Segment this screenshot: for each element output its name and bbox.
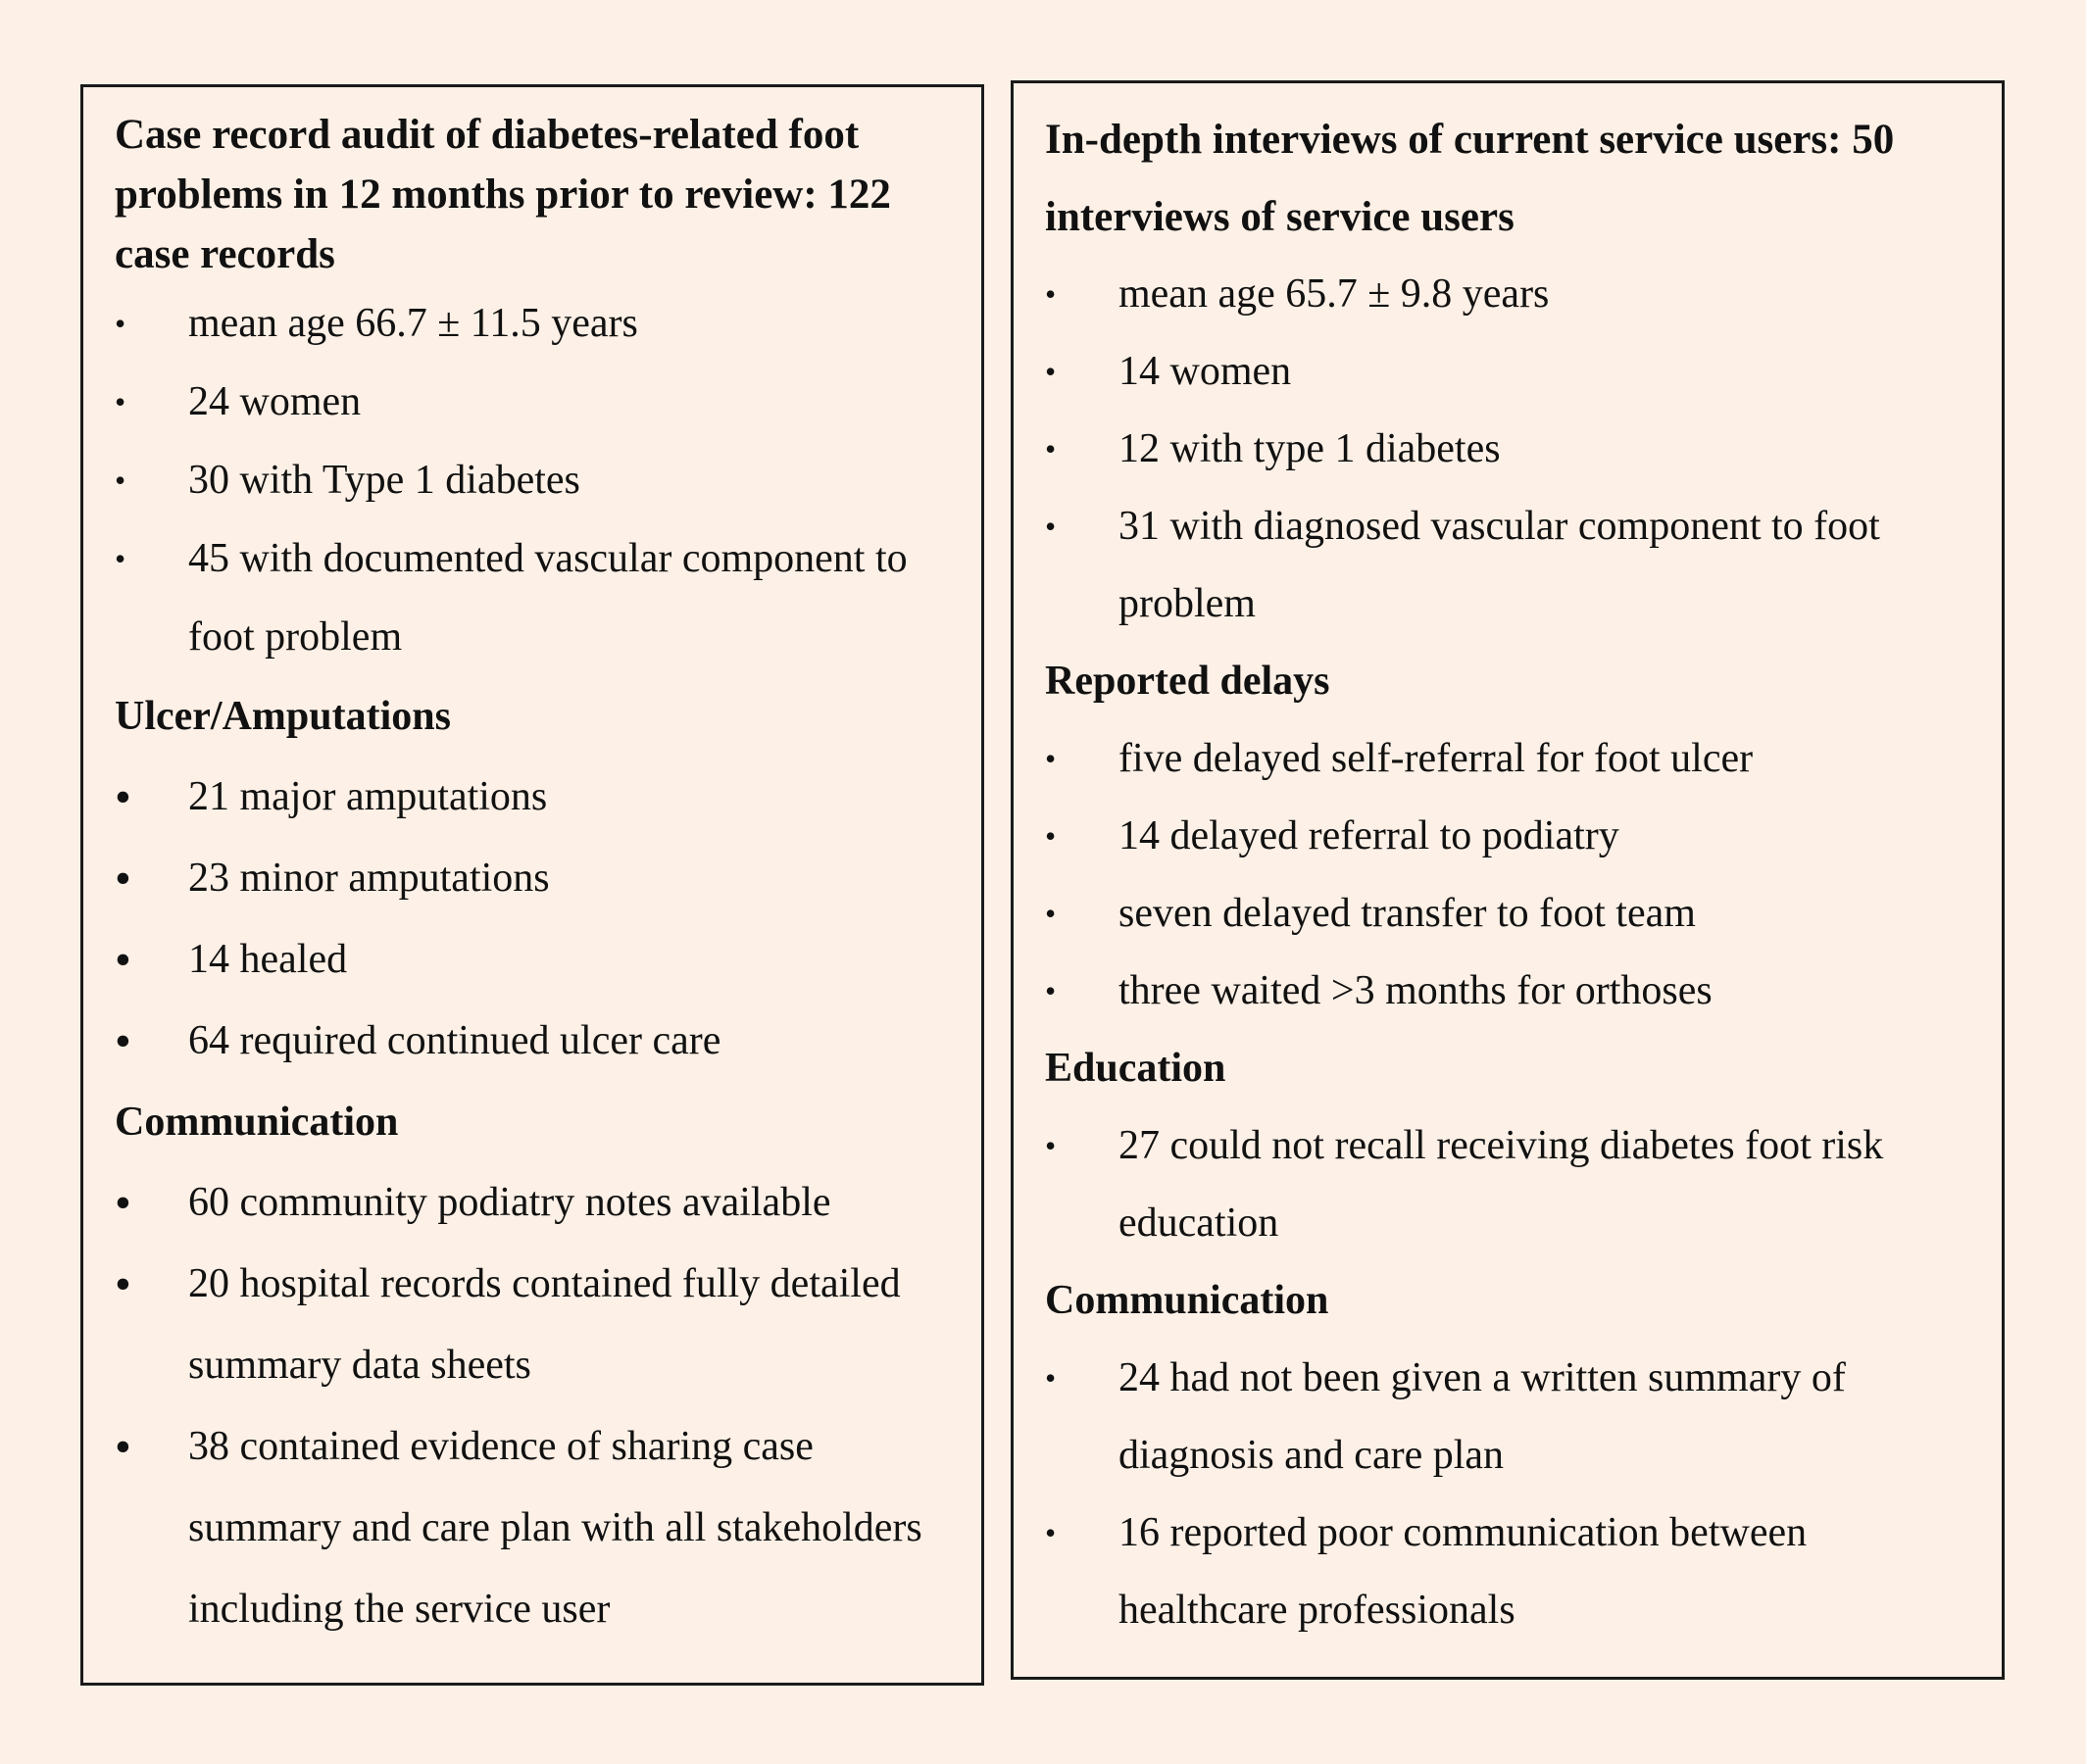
delays-list <box>1045 720 1972 1030</box>
bullet-icon: • <box>1045 973 1057 1008</box>
left-communication-heading: Communication <box>115 1100 399 1145</box>
list-item: • 38 contained evidence of sharing case summary and care plan with all stakeholders including the service user <box>115 1406 952 1650</box>
case-record-audit-panel <box>80 84 984 1686</box>
list-item: • 16 reported poor communication between healthcare professionals <box>1045 1494 1972 1649</box>
right-communication-heading: Communication <box>1045 1278 1329 1323</box>
left-communication-list <box>115 1162 952 1650</box>
list-item: • 45 with documented vascular component to foot problem <box>115 519 952 676</box>
bullet-icon: • <box>1045 276 1057 312</box>
list-item: • 64 required continued ulcer care <box>115 1001 952 1082</box>
list-item: • mean age 66.7 ± 11.5 years <box>115 284 952 363</box>
list-item: • 21 major amputations <box>115 757 952 838</box>
education-heading: Education <box>1045 1046 1226 1091</box>
bullet-icon: • <box>1045 1515 1057 1550</box>
list-item: • mean age 65.7 ± 9.8 years <box>1045 256 1972 333</box>
ulcer-list <box>115 757 952 1082</box>
bullet-icon: • <box>1045 509 1057 544</box>
bullet-icon: • <box>115 1177 131 1229</box>
list-item: • three waited >3 months for orthoses <box>1045 953 1972 1030</box>
bullet-icon: • <box>1045 818 1057 854</box>
bullet-icon: • <box>115 306 126 341</box>
list-item: • seven delayed transfer to foot team <box>1045 875 1972 953</box>
education-list <box>1045 1107 1972 1262</box>
left-intro-list <box>115 284 952 676</box>
bullet-icon: • <box>1045 896 1057 931</box>
list-item: • 23 minor amputations <box>115 838 952 919</box>
service-user-interviews-panel <box>1011 80 2005 1680</box>
list-item: • 60 community podiatry notes available <box>115 1162 952 1244</box>
bullet-icon: • <box>115 1015 131 1067</box>
list-item: • five delayed self-referral for foot ulcer <box>1045 720 1972 798</box>
reported-delays-heading: Reported delays <box>1045 659 1330 704</box>
list-item: • 20 hospital records contained fully detailed summary data sheets <box>115 1244 952 1406</box>
list-item: • 24 women <box>115 363 952 441</box>
bullet-icon: • <box>115 1421 131 1473</box>
bullet-icon: • <box>1045 741 1057 776</box>
list-item: • 14 women <box>1045 333 1972 411</box>
list-item: • 31 with diagnosed vascular component to foot problem <box>1045 488 1972 643</box>
bullet-icon: • <box>115 934 131 986</box>
bullet-icon: • <box>1045 354 1057 389</box>
bullet-icon: • <box>115 384 126 419</box>
bullet-icon: • <box>115 463 126 498</box>
ulcer-amputations-heading: Ulcer/Amputations <box>115 694 451 739</box>
right-intro-list <box>1045 256 1972 643</box>
right-communication-list <box>1045 1340 1972 1649</box>
list-item: • 14 delayed referral to podiatry <box>1045 798 1972 875</box>
bullet-icon: • <box>1045 431 1057 466</box>
bullet-icon: • <box>115 853 131 905</box>
bullet-icon: • <box>115 541 126 576</box>
bullet-icon: • <box>1045 1360 1057 1396</box>
bullet-icon: • <box>115 1258 131 1310</box>
bullet-icon: • <box>1045 1128 1057 1163</box>
list-item: • 27 could not recall receiving diabetes foot risk education <box>1045 1107 1972 1262</box>
left-panel-title: Case record audit of diabetes-related foot problems in 12 months prior to review: 122 case records <box>115 112 891 277</box>
bullet-icon: • <box>115 771 131 823</box>
list-item: • 30 with Type 1 diabetes <box>115 441 952 519</box>
right-panel-title: In-depth interviews of current service users: 50 interviews of service users <box>1045 117 1895 240</box>
list-item: • 14 healed <box>115 919 952 1001</box>
list-item: • 12 with type 1 diabetes <box>1045 411 1972 488</box>
list-item: • 24 had not been given a written summary of diagnosis and care plan <box>1045 1340 1972 1494</box>
